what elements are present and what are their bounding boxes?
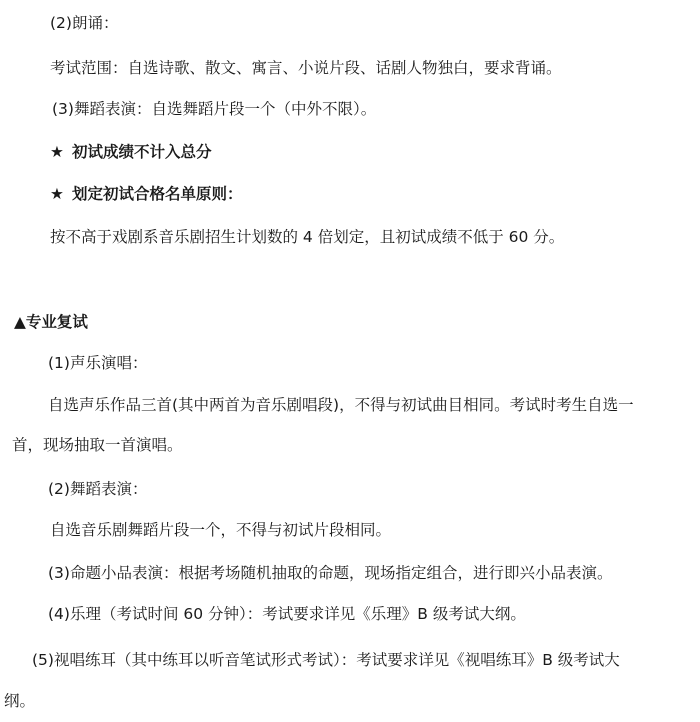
- pass-rule: 按不高于戏剧系音乐剧招生计划数的 4 倍划定，且初试成绩不低于 60 分。: [50, 228, 565, 246]
- star-icon: ★: [50, 143, 64, 161]
- vocal-desc-line1: 自选声乐作品三首(其中两首为音乐剧唱段)，不得与初试曲目相同。考试时考生自选一: [48, 396, 634, 414]
- skit-item: (3)命题小品表演：根据考场随机抽取的命题，现场指定组合，进行即兴小品表演。: [48, 564, 613, 582]
- pass-list-heading-text: 划定初试合格名单原则：: [72, 185, 243, 203]
- vocal-heading: (1)声乐演唱：: [48, 354, 148, 372]
- recitation-heading: (2)朗诵：: [50, 14, 119, 32]
- recitation-scope: 考试范围：自选诗歌、散文、寓言、小说片段、话剧人物独白，要求背诵。: [50, 59, 562, 77]
- retest-section-title: ▲专业复试: [14, 313, 88, 331]
- score-note-text: 初试成绩不计入总分: [72, 143, 212, 161]
- score-note: [50, 141, 212, 163]
- retest-dance-heading: (2)舞蹈表演：: [48, 480, 148, 498]
- initial-dance-item: (3)舞蹈表演：自选舞蹈片段一个（中外不限）。: [52, 100, 377, 118]
- ear-training-line2: 纲。: [4, 692, 36, 710]
- vocal-desc-line2: 首，现场抽取一首演唱。: [12, 436, 183, 454]
- star-icon: ★: [50, 185, 64, 203]
- pass-list-heading: [50, 183, 243, 205]
- retest-dance-desc: 自选音乐剧舞蹈片段一个，不得与初试片段相同。: [50, 521, 392, 539]
- theory-item: (4)乐理（考试时间 60 分钟）：考试要求详见《乐理》B 级考试大纲。: [48, 605, 526, 623]
- ear-training-line1: (5)视唱练耳（其中练耳以听音笔试形式考试）：考试要求详见《视唱练耳》B 级考试大: [32, 651, 620, 669]
